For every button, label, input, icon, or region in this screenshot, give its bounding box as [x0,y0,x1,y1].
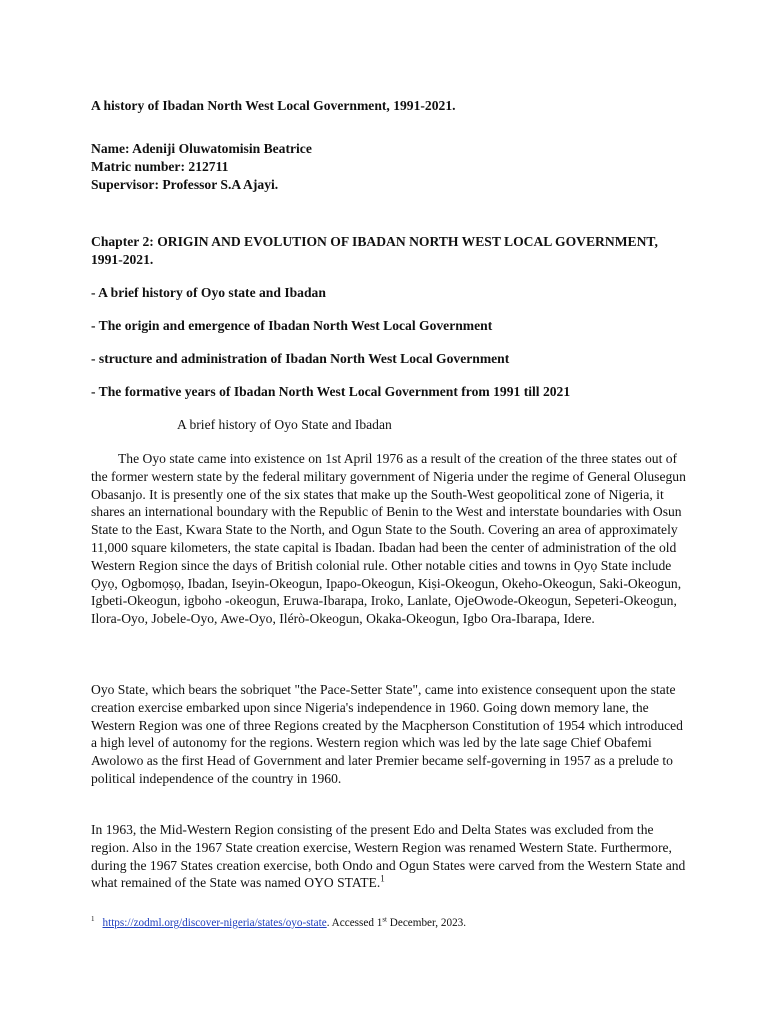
outline-item: - A brief history of Oyo state and Ibadan [91,285,326,300]
outline-item: - structure and administration of Ibadan North West Local Government [91,350,510,366]
footnote-link[interactable]: https://zodml.org/discover-nigeria/states/oyo-state [102,917,327,929]
footnote-text: . Accessed 1 [326,917,383,929]
outline-item: - The formative years of Ibadan North West Local Government from 1991 till 2021 [91,383,571,399]
chapter-outline [91,284,691,416]
footnote-ordinal-suffix: st [382,915,387,924]
footnote [91,916,466,930]
footnote-reference: 1 [380,873,385,884]
student-details [91,140,691,193]
body-paragraph: Oyo State, which bears the sobriquet "the Pace-Setter State", came into existence consequent upon the state creation exercise embarked upon since Nigeria's independence in 1960. Going down memory lane, the Western Region was one of three Regions created by the Macpherson Constitution of 1954 which introduced a high level of autonomy for the regions. Western region which was led by the late sage Chief Obafemi Awolowo as the first Head of Government and later Premier became self-governing in 1957 as a prelude to political independence of the country in 1960. [91,682,683,786]
body-paragraph: The Oyo state came into existence on 1st April 1976 as a result of the creation of the three states out of the former western state by the federal military government of Nigeria under the regime of General Olusegun Obasanjo. It is presently one of the six states that make up the South-West geopolitical zone of Nigeria, it shares an international boundary with the Republic of Benin to the West and interstate boundaries with Osun State to the East, Kwara State to the North, and Ogun State to the South. Covering an area of approximately 11,000 square kilometers, the state capital is Ibadan. Ibadan had been the center of administration of the old Western Region since the days of British colonial rule. Other notable cities and towns in Ọyọ State include Ọyọ, Ogbomọṣọ, Ibadan, Iseyin-Okeogun, Ipapo-Okeogun, Kiṣi-Okeogun, Okeho-Okeogun, Saki-Okeogun, Igbeti-Okeogun, igboho -okeogun, Eruwa-Ibarapa, Iroko, Lanlate, OjeOwode-Okeogun, Sepeteri-Okeogun, Ilora-Oyo, Jobele-Oyo, Awe-Oyo, Ilérò-Okeogun, Okaka-Okeogun, Igbo Ora-Ibarapa, Idere. [91,451,686,627]
footnote-text-end: December, 2023. [386,917,467,929]
student-name: Name: Adeniji Oluwatomisin Beatrice [91,141,312,156]
section-heading: A brief history of Oyo State and Ibadan [177,417,392,432]
paragraph-text: In 1963, the Mid-Western Region consisting of the present Edo and Delta States was excluded from the region. Also in the 1967 State creation exercise, Western Region was renamed Western State. Furthermore, during the 1967 States creation exercise, both Ondo and Ogun States were carved from the Western State and what remained of the State was named OYO STATE. [91,822,686,891]
supervisor-name: Supervisor: Professor S.A Ajayi. [91,176,279,192]
body-paragraph [91,821,691,892]
matric-number: Matric number: 212711 [91,158,229,174]
outline-item: - The origin and emergence of Ibadan North West Local Government [91,317,493,333]
chapter-heading: Chapter 2: ORIGIN AND EVOLUTION OF IBADAN NORTH WEST LOCAL GOVERNMENT, 1991-2021. [91,234,658,267]
document-title: A history of Ibadan North West Local Government, 1991-2021. [91,98,456,113]
footnote-number: 1 [91,915,95,924]
